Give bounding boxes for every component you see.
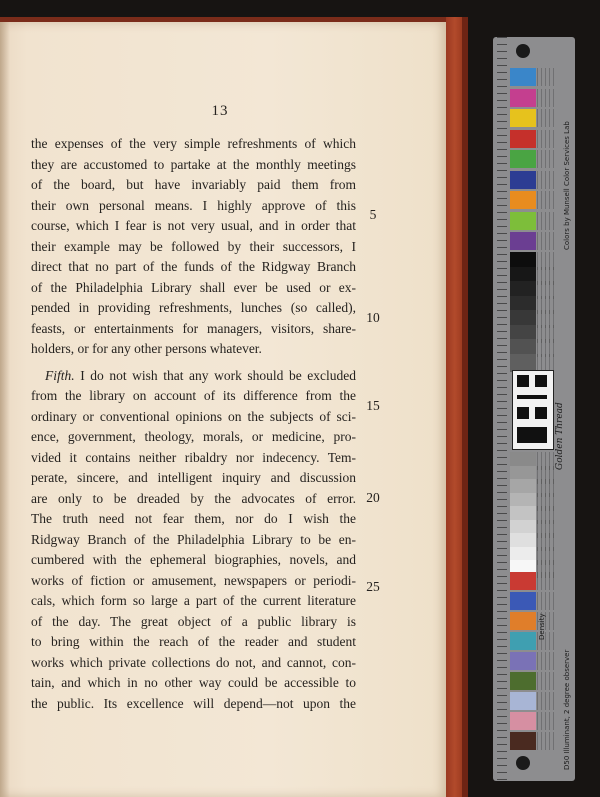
color-swatch: [510, 632, 536, 650]
color-swatch: [510, 130, 536, 148]
text-line: of the day. The great object of a public library is: [31, 613, 356, 629]
swatch-value-text: [537, 572, 555, 590]
paragraph-fifth-first-line: [31, 366, 356, 387]
text-line: holders, or for any other persons whatever.: [31, 341, 262, 356]
color-swatch: [510, 732, 536, 750]
page-number: 13: [211, 103, 229, 119]
book-cover-spine: [462, 17, 468, 797]
text-line: to bring within the reach of the reader and student: [31, 634, 356, 649]
swatch-value-text: [537, 191, 555, 209]
text-line: the public. Its excellence will depend—not upon the: [31, 695, 356, 711]
line-number: 20: [366, 490, 380, 505]
line-number: 25: [366, 579, 380, 594]
swatch-value-text: [537, 109, 555, 127]
swatch-value-text: [537, 171, 555, 189]
swatch-value-text: [537, 354, 555, 372]
text-line: they are accustomed to partake at the monthly meetings: [31, 156, 356, 172]
text-line: works of fiction or amusement, newspapers or periodi-: [31, 572, 356, 588]
text-line: their own personal means. I highly approve of this: [31, 197, 356, 213]
text-line: the expenses of the very simple refreshments of which: [31, 136, 356, 151]
text-line: tain, and which in no other way could be accessible to: [31, 675, 356, 690]
gray-swatch: [510, 354, 536, 372]
text-line: The truth need not fear them, nor do I wish the: [31, 511, 356, 526]
color-swatch: [510, 212, 536, 230]
text-line: vided it contains neither ribaldry nor indecency. Tem-: [31, 449, 356, 465]
line-number: 15: [366, 398, 380, 413]
swatch-value-text: [537, 68, 555, 86]
text-line: from the library on account of its difference from the: [31, 388, 356, 403]
color-swatch: [510, 68, 536, 86]
text-line: cumbered with the ephemeral biographies, novels, and: [31, 552, 356, 567]
swatch-value-text: [537, 150, 555, 168]
color-swatch: [510, 232, 536, 250]
swatch-value-text: [537, 672, 555, 690]
color-swatch: [510, 150, 536, 168]
page-gutter-shadow: [0, 22, 10, 797]
strip-hole: [516, 756, 530, 770]
swatch-value-text: [537, 212, 555, 230]
registration-target: [512, 370, 554, 450]
color-swatch: [510, 672, 536, 690]
swatch-value-text: [537, 692, 555, 710]
swatch-value-text: [537, 232, 555, 250]
color-swatch: [510, 89, 536, 107]
text-line: works which private collections do not, and cannot, con-: [31, 654, 356, 670]
text-line: course, which I fear is not very usual, and in order that: [31, 218, 356, 233]
text-line: Ridgway Branch of the Philadelphia Library to be en-: [31, 531, 356, 547]
swatch-value-text: [537, 712, 555, 730]
line-number: 5: [369, 207, 377, 222]
strip-illuminant-label: D50 Illuminant, 2 degree observer: [563, 649, 571, 770]
strip-hole: [516, 44, 530, 58]
color-swatch: [510, 692, 536, 710]
swatch-value-text: [537, 130, 555, 148]
strip-maker-label: Colors by Munsell Color Services Lab: [563, 121, 571, 250]
color-swatch: [510, 572, 536, 590]
text-line: perate, sincere, and intelligent inquiry and discussion: [31, 470, 356, 485]
color-swatch: [510, 712, 536, 730]
text-line: ordinary or conventional opinions on the subjects of sci-: [31, 408, 356, 424]
text-line: their example may be followed by their successors, I: [31, 238, 356, 254]
swatch-value-text: [537, 732, 555, 750]
color-swatch: [510, 171, 536, 189]
ruler-scale: [497, 37, 507, 781]
color-swatch: [510, 109, 536, 127]
swatch-value-text: [537, 89, 555, 107]
fifth-heading: Fifth.: [45, 367, 75, 383]
text-line: are only to be dreaded by the advocates of error.: [31, 490, 356, 506]
text-line: of the Philadelphia Library shall ever be used or ex-: [31, 279, 356, 295]
text-line: ence, government, theology, morals, or medicine, pro-: [31, 429, 356, 444]
page-body-text: [31, 134, 356, 714]
color-swatch: [510, 592, 536, 610]
swatch-value-text: [537, 652, 555, 670]
text-fragment: I do not wish that any work should be excluded: [74, 367, 356, 383]
text-line: direct that no part of the funds of the Ridgway Branch: [31, 259, 356, 274]
text-line: feasts, or entertainments for managers, visitors, share-: [31, 320, 356, 336]
color-swatch: [510, 612, 536, 630]
text-line: of the board, but have invariably paid them from: [31, 177, 356, 192]
color-swatch: [510, 191, 536, 209]
text-line: cals, which form so large a part of the current literature: [31, 593, 356, 608]
line-number: 10: [366, 310, 380, 325]
brand-label: Golden Thread: [555, 402, 565, 470]
text-line: pended in providing refreshments, lunches (so called),: [31, 300, 356, 315]
swatch-value-text: [537, 592, 555, 610]
color-swatch: [510, 652, 536, 670]
density-label: Density: [538, 613, 546, 640]
